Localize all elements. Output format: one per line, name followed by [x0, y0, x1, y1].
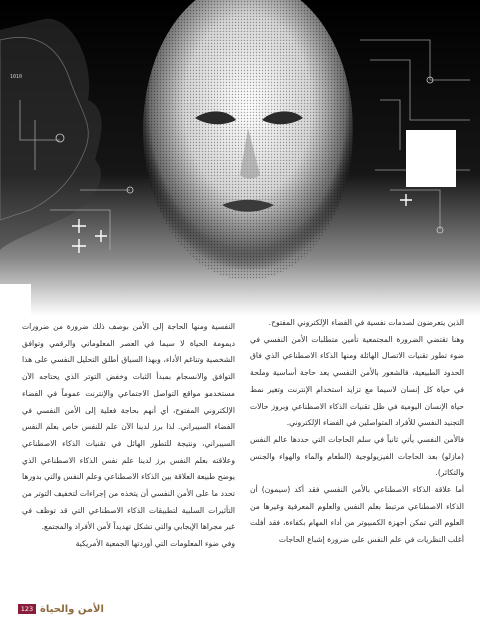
white-box-top-right — [406, 130, 456, 187]
article-paragraph: النفسية ومنها الحاجة إلى الأمن بوصف ذلك ضرورة من ضرورات ديمومة الحياة لا سيما في العصر المعلوماتي والرقمي وتوافق الشخصية وتناغم الأداء، وبهذا السياق أطلق التحليل النفسي على هذا التوافق والانسجام بمبدأ الثبات وخفض التوتر الذي يحتاجه الآن مستخدمو مواقع التواصل الاجتماعي والإنترنت عموماً في الفضاء الإلكتروني المفتوح، أي أنهم بحاجة فعلية إلى الأمن النفسي في الفضاء السيبراني. لذا برز لدينا الآن علم للنفس خاص بعلم النفس السيبراني، ونتيجة للتطور الهائل في تقنيات الذكاء الاصطناعي وعلاقته بعلم النفس برز لدينا علم نفس الذكاء الاصطناعي الذي يوضح طبيعة العلاقة بين الذكاء الاصطناعي وعلم النفس والتي بدورها تحدد ما على الأمن النفسي أن يتخذه من إجراءات لتخفيف التوتر من التأثيرات السلبية لتطبيقات الذكاء الاصطناعي التي قد توظف في غير مجراها الإيجابي والتي تشكل تهديداً لأمن الأفراد والمجتمع. — [22, 322, 235, 532]
article-column-right — [250, 315, 464, 549]
footer-brand: الأمن والحياة — [40, 604, 104, 615]
hero-binary-text: 1010 — [10, 74, 23, 80]
page-number: 123 — [18, 604, 36, 614]
article-paragraph: أما علاقة الذكاء الاصطناعي بالأمن النفسي فقد أكد (سيمون) أن الذكاء الاصطناعي مرتبط بعلم النفس والعلوم المعرفية وغيرها من العلوم التي تمكن أجهزة الكمبيوتر من أداء المهام بكفاءة، فقد أفلت أغلب النظريات في علم النفس على ضرورة إشباع الحاجات — [250, 485, 464, 545]
article-column-left — [22, 319, 235, 553]
article-paragraph: فالأمن النفسي يأتي ثانياً في سلم الحاجات التي حددها عالم النفس (مازلو) بعد الحاجات الفيزيولوجية (الطعام والماء والهواء والجنس والتكاثر). — [250, 434, 464, 478]
article-paragraph: وفي ضوء المعلومات التي أوردتها الجمعية الأمريكية — [75, 539, 235, 549]
article-paragraph: الذين يتعرضون لصدمات نفسية في الفضاء الإلكتروني المفتوح. — [268, 318, 464, 327]
white-box-bottom-left — [0, 284, 31, 316]
article-paragraph: وهنا تقتضي الضرورة المجتمعية تأمين متطلبات الأمن النفسي في ضوء تطور تقنيات الاتصال الهائلة ومنها الذكاء الاصطناعي الذي فاق الحدود الطبيعية، فالشعور بالأمن النفسي يعد حاجة أساسية وملحة في حياة كل إنسان لاسيما مع تزايد استخدام الإنترنت وتغير نمط حياة الإنسان اليومية في ظل تقنيات الذكاء الاصطناعي وبروز حالات التجنيد النفسي للأفراد المتواصلين في الفضاء الإلكتروني. — [250, 334, 464, 428]
